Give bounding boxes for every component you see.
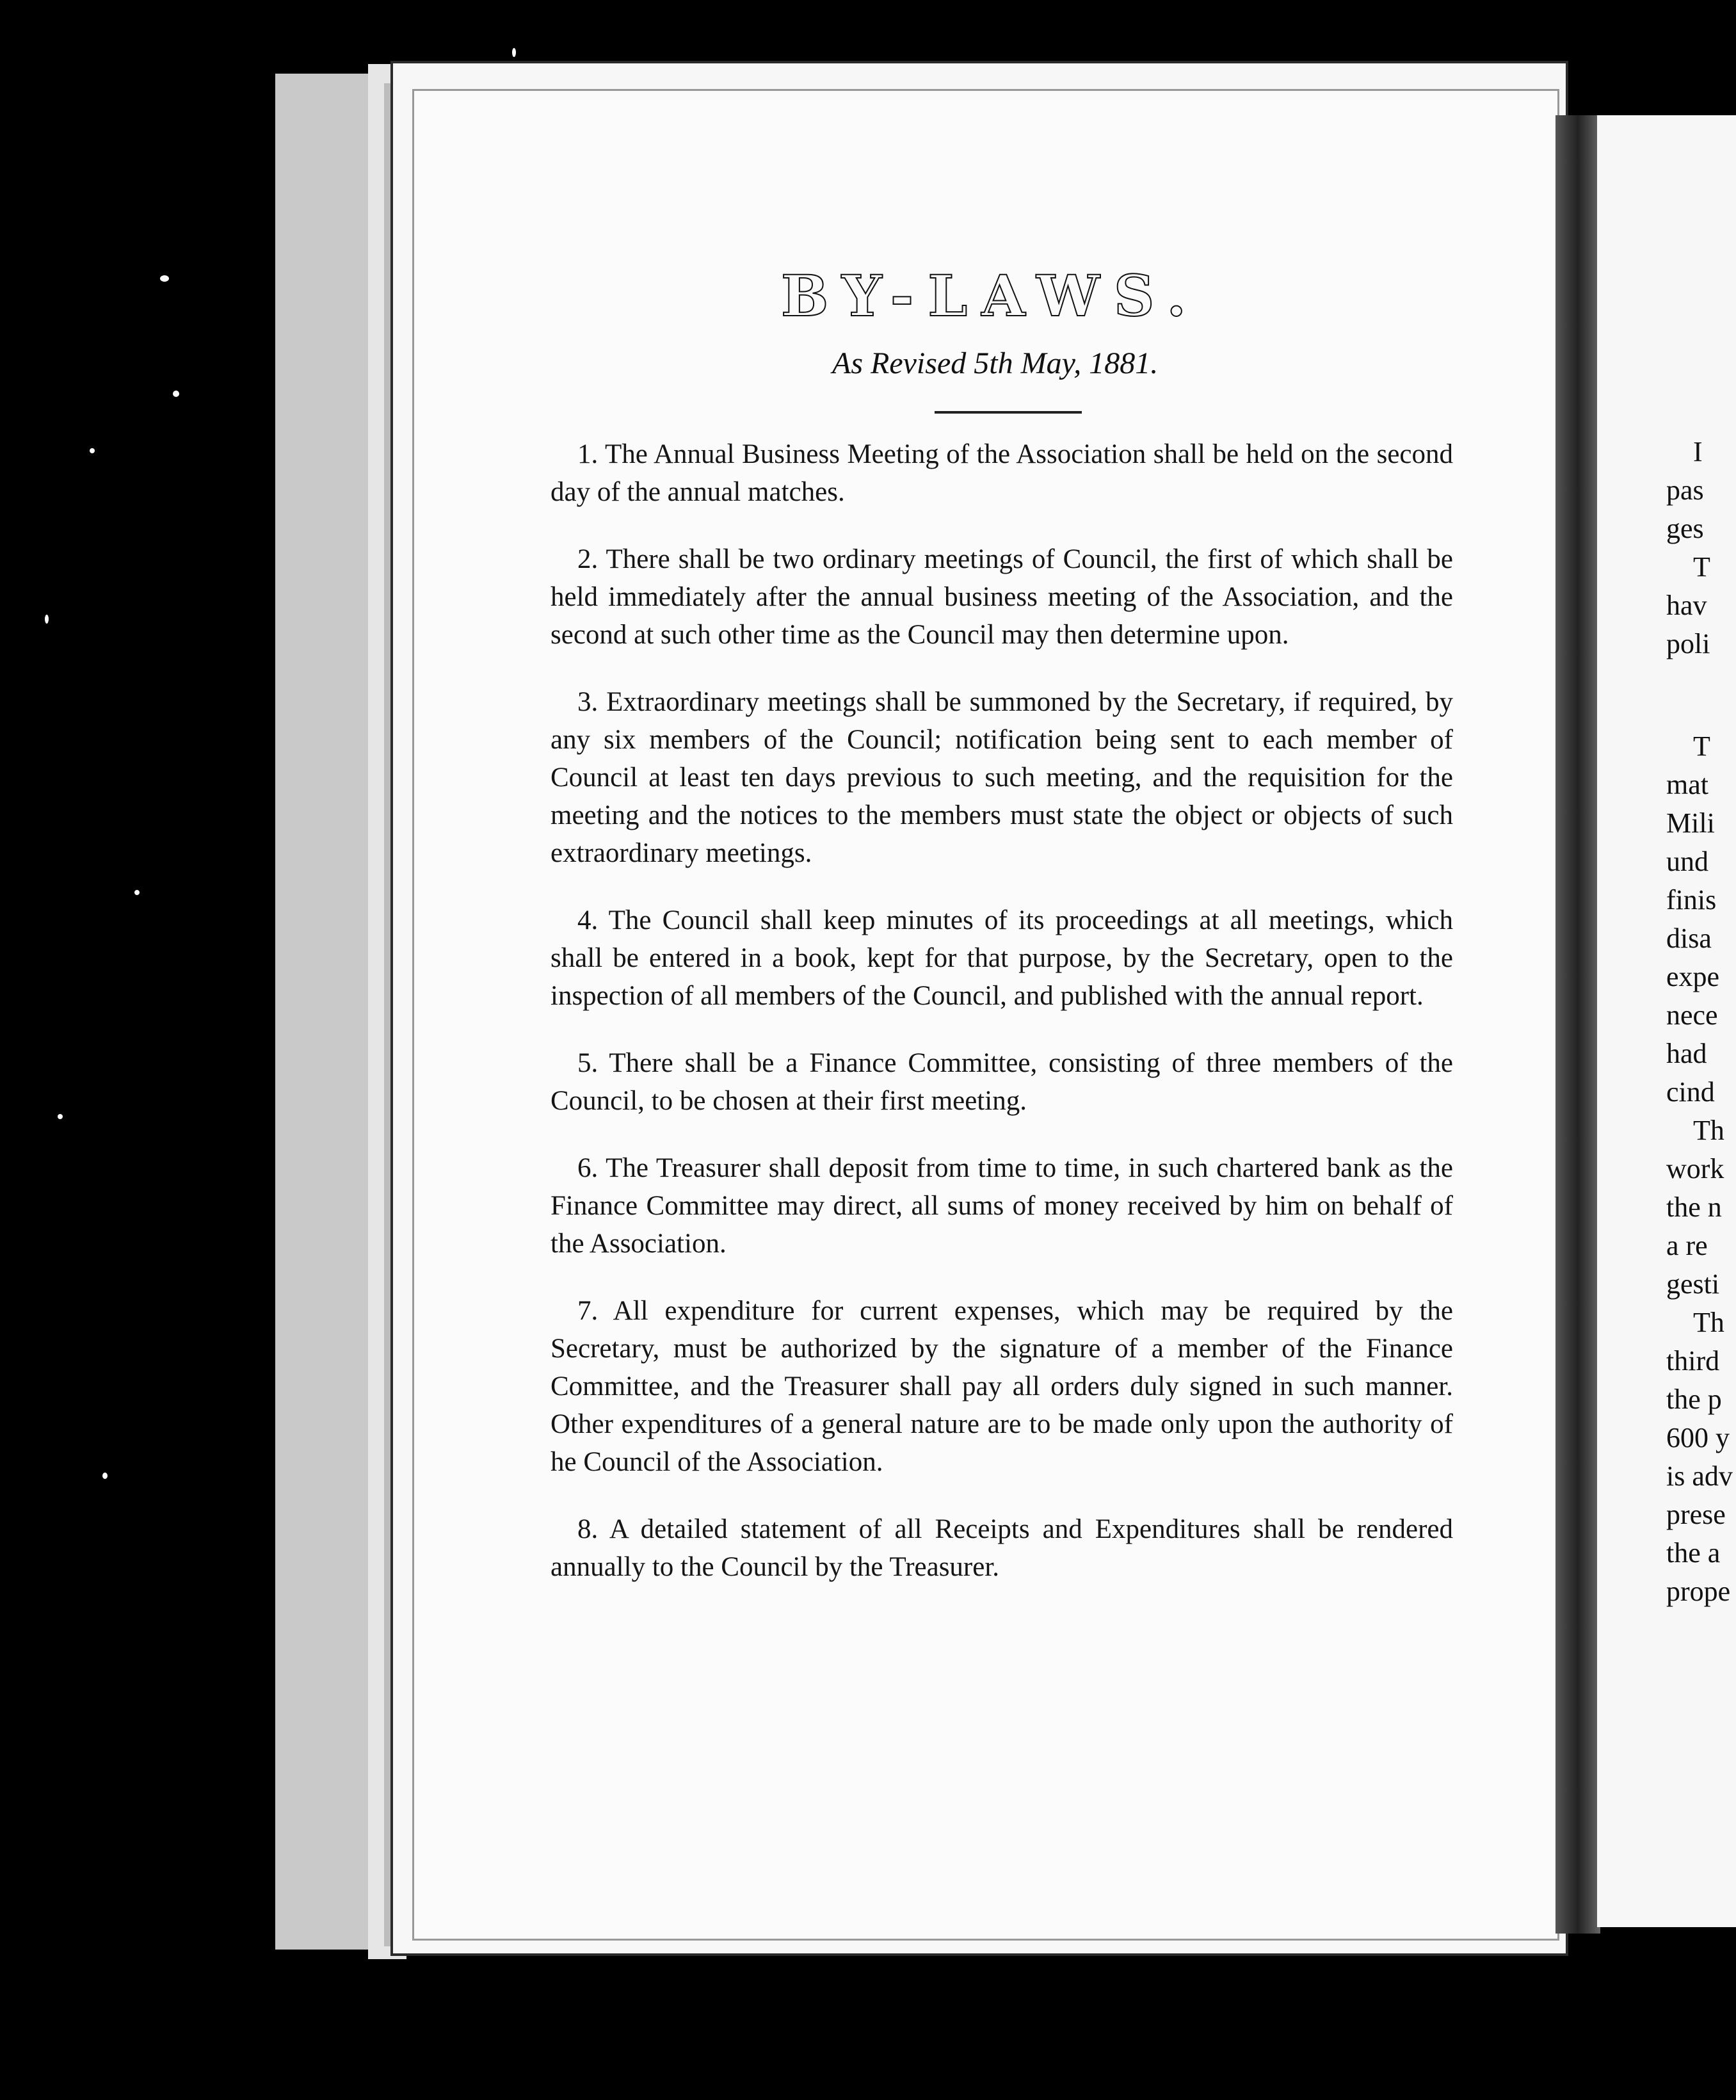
page-title: BY-LAWS. xyxy=(781,262,1200,329)
adjacent-page-text: I xyxy=(1693,436,1703,467)
adjacent-page-text: hav xyxy=(1666,590,1707,621)
bylaw-5: 5. There shall be a Finance Committee, consisting of three members of the Council, to be chosen at their first meeting. xyxy=(551,1048,1453,1116)
bylaw-3: 3. Extraordinary meetings shall be summoned by the Secretary, if required, by any six members of the Council; notification being sent to each member of Council at least ten days previous to such meeting, and the requisition for the meeting and the notices to the members must state the object or objects of such extraordinary meetings. xyxy=(551,687,1453,868)
adjacent-page-text: had xyxy=(1666,1038,1707,1069)
adjacent-page-text: third xyxy=(1666,1345,1720,1377)
adjacent-page-text: pas xyxy=(1666,474,1704,506)
adjacent-page-text: work xyxy=(1666,1153,1724,1184)
adjacent-page-text: the n xyxy=(1666,1191,1722,1223)
adjacent-page-text: und xyxy=(1666,846,1708,877)
bylaws-list xyxy=(551,435,1453,1615)
adjacent-page-text: is adv xyxy=(1666,1460,1733,1492)
bylaw-1: 1. The Annual Business Meeting of the Association shall be held on the second day of the annual matches. xyxy=(551,439,1453,507)
bylaw-8: 8. A detailed statement of all Receipts and Expenditures shall be rendered annually to the Council by the Treasurer. xyxy=(551,1514,1453,1582)
adjacent-page xyxy=(1597,115,1736,1927)
adjacent-page-text: a re xyxy=(1666,1230,1708,1261)
title-rule xyxy=(935,411,1082,414)
book-spine xyxy=(1555,115,1600,1934)
adjacent-page-text: T xyxy=(1693,551,1710,583)
adjacent-page-text: ges xyxy=(1666,513,1704,544)
adjacent-page-text: poli xyxy=(1666,628,1710,659)
bylaw-7: 7. All expenditure for current expenses, which may be required by the Secretary, must be authorized by the signature of a member of the Finance Committee, and the Treasurer shall pay all orders duly signed in such manner. Other expenditures of a general nature are to be made only upon the authority of he Council of the Association. xyxy=(551,1296,1453,1477)
adjacent-page-text: disa xyxy=(1666,923,1712,954)
adjacent-page-text: cind xyxy=(1666,1076,1715,1108)
adjacent-page-text: Th xyxy=(1693,1115,1724,1146)
adjacent-page-text: 600 y xyxy=(1666,1422,1730,1453)
bylaw-4: 4. The Council shall keep minutes of its proceedings at all meetings, which shall be entered in a book, kept for that purpose, by the Secretary, open to the inspection of all members of the Council, and published with the annual report. xyxy=(551,905,1453,1011)
bylaw-2: 2. There shall be two ordinary meetings of Council, the first of which shall be held immediately after the annual business meeting of the Association, and the second at such other time as the Council may then determine upon. xyxy=(551,544,1453,650)
adjacent-page-text: T xyxy=(1693,731,1710,762)
adjacent-page-text: prese xyxy=(1666,1499,1726,1530)
adjacent-page-text: the p xyxy=(1666,1384,1722,1415)
adjacent-page-text: Mili xyxy=(1666,807,1715,839)
adjacent-page-text: nece xyxy=(1666,999,1718,1031)
adjacent-page-text: the a xyxy=(1666,1537,1721,1569)
adjacent-page-text: mat xyxy=(1666,769,1708,800)
adjacent-page-text: expe xyxy=(1666,961,1720,992)
page-subtitle: As Revised 5th May, 1881. xyxy=(832,346,1159,380)
bylaw-6: 6. The Treasurer shall deposit from time to time, in such chartered bank as the Finance Committee may direct, all sums of money received by him on behalf of the Association. xyxy=(551,1153,1453,1259)
adjacent-page-text: gesti xyxy=(1666,1268,1720,1300)
adjacent-page-text: finis xyxy=(1666,884,1717,916)
adjacent-page-text: prope xyxy=(1666,1576,1731,1607)
adjacent-page-text: Th xyxy=(1693,1307,1724,1338)
